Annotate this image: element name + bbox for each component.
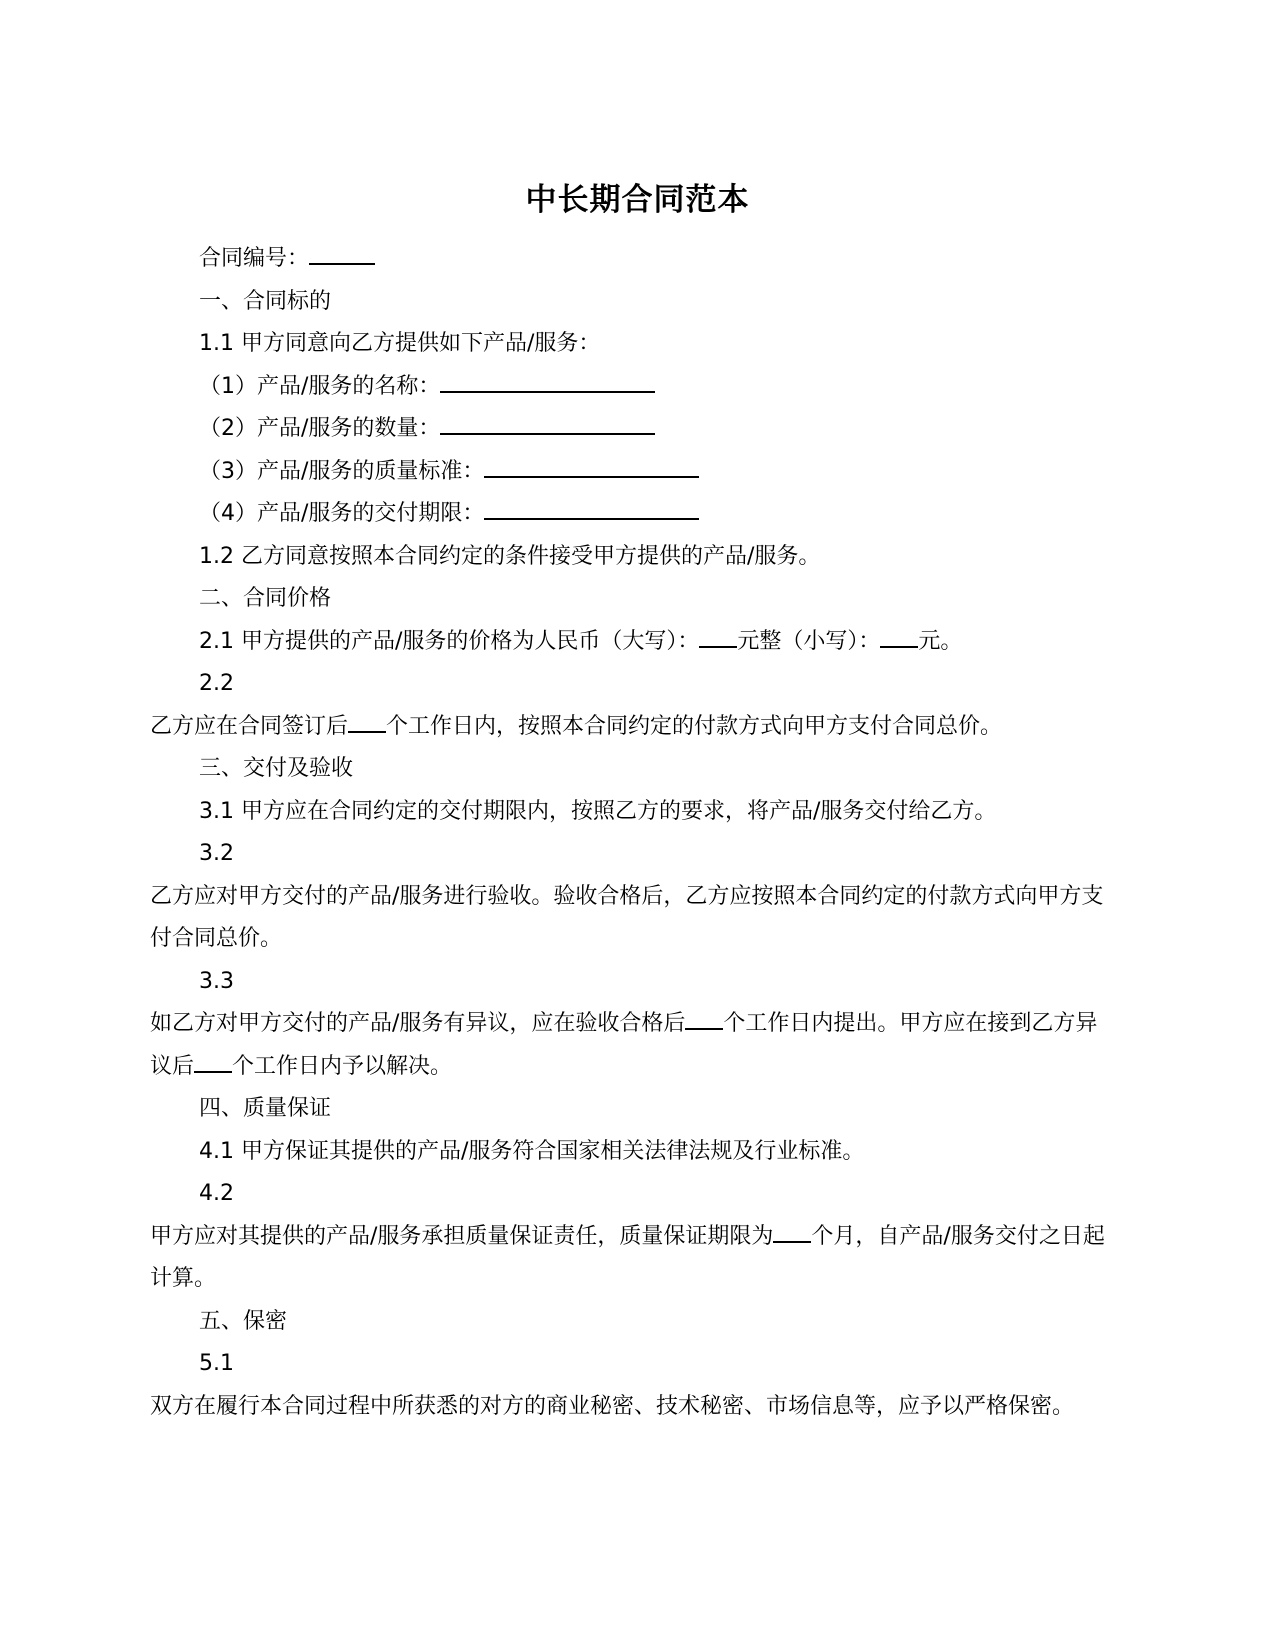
item-label: （4）产品/服务的交付期限：: [199, 501, 485, 526]
clause-3-2: 乙方应对甲方交付的产品/服务进行验收。验收合格后，乙方应按照本合同约定的付款方式向甲方支付合同总价。: [150, 883, 1104, 951]
resolution-days-blank[interactable]: [194, 1049, 232, 1073]
clause-5-1: 双方在履行本合同过程中所获悉的对方的商业秘密、技术秘密、市场信息等，应予以严格保密。: [150, 1393, 1075, 1419]
clause-2-2: [150, 706, 1115, 749]
payment-days-blank[interactable]: [348, 709, 386, 733]
clause-1-1-item-4: [150, 493, 1115, 536]
clause-3-2-number: 3.2: [199, 841, 234, 866]
contract-number-label: 合同编号：: [199, 246, 310, 271]
item-label: （3）产品/服务的质量标准：: [199, 458, 485, 484]
clause-text: 甲方应对其提供的产品/服务承担质量保证责任，质量保证期限为: [150, 1223, 774, 1249]
clause-2-1: [150, 621, 1115, 664]
item-blank[interactable]: [484, 496, 699, 520]
clause-text: 如乙方对甲方交付的产品/服务有异议，应在验收合格后: [150, 1011, 686, 1036]
clause-text: 乙方应在合同签订后: [150, 713, 349, 739]
clause-4-1: 4.1 甲方保证其提供的产品/服务符合国家相关法律法规及行业标准。: [199, 1138, 865, 1164]
warranty-months-blank[interactable]: [773, 1219, 811, 1243]
contract-number-line: [150, 238, 1115, 281]
clause-text: 元整（小写）：: [737, 628, 881, 654]
clause-text: 2.1 甲方提供的产品/服务的价格为人民币（大写）：: [199, 628, 700, 654]
clause-2-2-number: 2.2: [199, 671, 234, 696]
clause-text: 个工作日内，按照本合同约定的付款方式向甲方支付合同总价。: [386, 713, 1003, 739]
clause-4-2: [150, 1216, 1115, 1301]
item-label: （1）产品/服务的名称：: [199, 373, 441, 399]
item-blank[interactable]: [440, 411, 655, 435]
section-heading-4: 四、质量保证: [199, 1096, 332, 1121]
item-label: （2）产品/服务的数量：: [199, 416, 441, 441]
clause-text: 元。: [918, 628, 963, 654]
clause-1-2: 1.2 乙方同意按照本合同约定的条件接受甲方提供的产品/服务。: [199, 543, 821, 569]
item-blank[interactable]: [440, 369, 655, 393]
price-lowercase-blank[interactable]: [880, 624, 918, 648]
clause-4-2-number: 4.2: [199, 1181, 234, 1206]
section-heading-2: 二、合同价格: [199, 586, 332, 611]
section-heading-3: 三、交付及验收: [199, 756, 354, 781]
clause-text: 个工作日内予以解决。: [232, 1053, 453, 1079]
clause-1-1-item-1: [150, 366, 1115, 409]
clause-3-1: 3.1 甲方应在合同约定的交付期限内，按照乙方的要求，将产品/服务交付给乙方。: [199, 798, 997, 824]
document-title: 中长期合同范本: [525, 182, 750, 218]
section-heading-1: 一、合同标的: [199, 288, 332, 314]
clause-5-1-number: 5.1: [199, 1351, 234, 1376]
clause-1-1-item-2: [150, 408, 1115, 451]
section-heading-5: 五、保密: [199, 1308, 288, 1334]
clause-text: 个月，自产品/服务交付之日起计算。: [150, 1223, 1105, 1291]
clause-1-1-item-3: [150, 451, 1115, 494]
clause-3-3-number: 3.3: [199, 968, 234, 994]
item-blank[interactable]: [484, 454, 699, 478]
contract-number-blank[interactable]: [309, 241, 375, 265]
price-uppercase-blank[interactable]: [699, 624, 737, 648]
clause-3-3: [150, 1003, 1115, 1088]
objection-days-blank[interactable]: [685, 1006, 723, 1030]
clause-text: 个工作日内提出。甲方应在接到乙方异议后: [150, 1011, 1098, 1079]
document-body: [150, 238, 1115, 1428]
clause-1-1: 1.1 甲方同意向乙方提供如下产品/服务：: [199, 331, 601, 356]
